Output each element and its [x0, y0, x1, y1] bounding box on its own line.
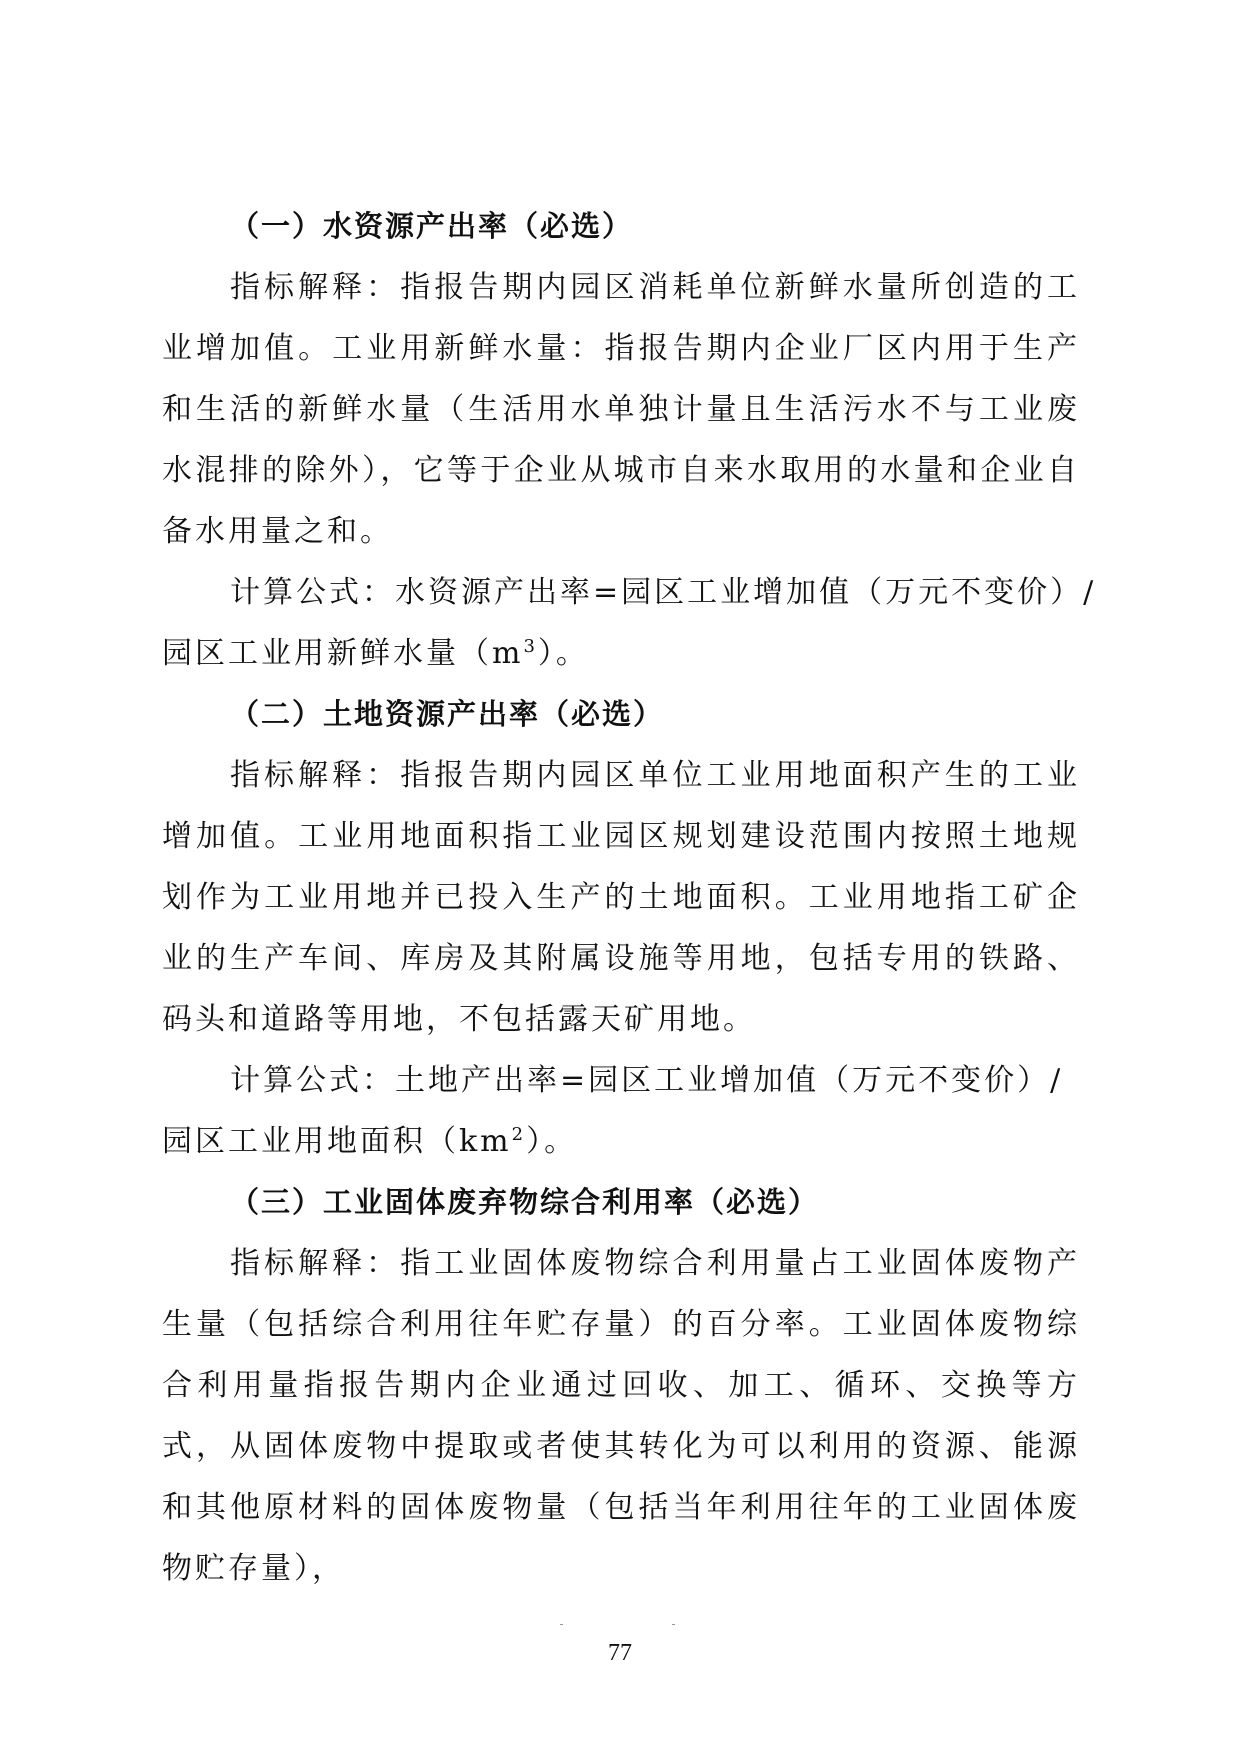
footer-dash-right [672, 1624, 675, 1625]
section-explanation-solid-waste: 指标解释：指工业固体废物综合利用量占工业固体废物产生量（包括综合利用往年贮存量）的百分率。工业固体废物综合利用量指报告期内企业通过回收、加工、循环、交换等方式，从固体废物中提取或者使其转化为可以利用的资源、能源和其他原材料的固体废物量（包括当年利用往年的工业固体废物贮存量）， [162, 1246, 1080, 1586]
section-heading-water: （一）水资源产出率（必选） [230, 209, 634, 243]
formula-water-suffix: ）。 [537, 636, 589, 671]
formula-line-water-1: 计算公式：水资源产出率=园区工业增加值（万元不变价）/ [230, 575, 1097, 610]
formula-land-prefix: 园区工业用地面积（km [162, 1124, 512, 1159]
page-body [162, 196, 1097, 1599]
formula-line-water-2 [162, 623, 1080, 684]
section-explanation-water: 指标解释：指报告期内园区消耗单位新鲜水量所创造的工业增加值。工业用新鲜水量：指报告期内企业厂区内用于生产和生活的新鲜水量（生活用水单独计量且生活污水不与工业废水混排的除外），它等于企业从城市自来水取用的水量和企业自备水用量之和。 [162, 270, 1080, 549]
formula-water-exponent: 3 [523, 636, 538, 657]
formula-land-suffix: ）。 [526, 1124, 578, 1159]
section-heading-solid-waste: （三）工业固体废弃物综合利用率（必选） [230, 1185, 820, 1219]
section-explanation-land: 指标解释：指报告期内园区单位工业用地面积产生的工业增加值。工业用地面积指工业园区规划建设范围内按照土地规划作为工业用地并已投入生产的土地面积。工业用地指工矿企业的生产车间、库房及其附属设施等用地，包括专用的铁路、码头和道路等用地，不包括露天矿用地。 [162, 758, 1080, 1037]
formula-water-prefix: 园区工业用新鲜水量（m [162, 636, 524, 671]
formula-line-land-1: 计算公式：土地产出率=园区工业增加值（万元不变价）/ [230, 1063, 1064, 1098]
section-heading-land: （二）土地资源产出率（必选） [230, 697, 665, 731]
formula-land-exponent: 2 [511, 1124, 527, 1145]
formula-line-land-2 [162, 1111, 1080, 1172]
footer-dash-marks [560, 1624, 680, 1625]
page-number: 77 [608, 1640, 632, 1666]
footer-dash-left [560, 1624, 563, 1625]
